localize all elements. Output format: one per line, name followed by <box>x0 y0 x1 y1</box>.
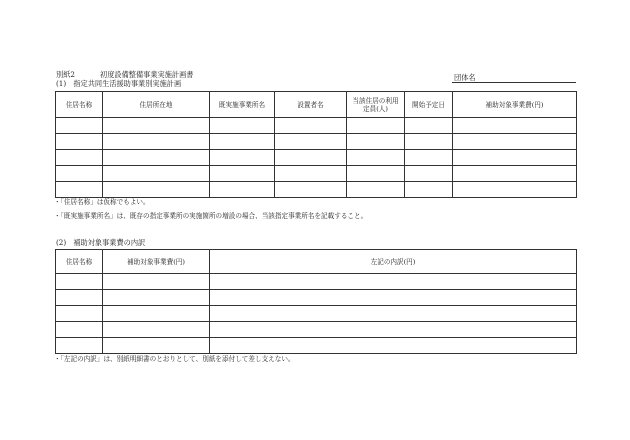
table-cell[interactable] <box>347 134 405 150</box>
table-cell[interactable] <box>210 150 275 166</box>
table-cell[interactable] <box>210 182 275 198</box>
table-cell[interactable] <box>103 274 210 290</box>
table-cell[interactable] <box>275 134 347 150</box>
col-breakdown: 左記の内訳(円) <box>210 250 577 274</box>
table-cell[interactable] <box>275 182 347 198</box>
table-cell[interactable] <box>275 150 347 166</box>
table-cell[interactable] <box>56 182 103 198</box>
plan-table-header <box>56 92 577 118</box>
breakdown-table <box>55 249 577 354</box>
col-establisher: 設置者名 <box>275 92 347 118</box>
table-cell[interactable] <box>56 290 103 306</box>
table-cell[interactable] <box>210 274 577 290</box>
col-residence-address: 住居所在地 <box>103 92 210 118</box>
table-row <box>56 166 577 182</box>
table-row <box>56 306 577 322</box>
table-row <box>56 182 577 198</box>
section1-title: (1) 指定共同生活援助事業別実施計画 <box>56 79 182 88</box>
table-cell[interactable] <box>103 322 210 338</box>
table-cell[interactable] <box>453 182 577 198</box>
table-row <box>56 322 577 338</box>
table-row <box>56 274 577 290</box>
table-row <box>56 290 577 306</box>
org-name-field[interactable] <box>452 82 576 83</box>
table-cell[interactable] <box>210 322 577 338</box>
table-cell[interactable] <box>103 290 210 306</box>
table-cell[interactable] <box>103 150 210 166</box>
table-cell[interactable] <box>56 338 103 354</box>
form-number: 別紙2 <box>56 70 75 79</box>
table-cell[interactable] <box>210 166 275 182</box>
table-cell[interactable] <box>103 134 210 150</box>
table-cell[interactable] <box>56 274 103 290</box>
breakdown-table-header <box>56 250 577 274</box>
table-cell[interactable] <box>453 118 577 134</box>
col-residence-name: 住居名称 <box>56 250 103 274</box>
table-cell[interactable] <box>56 134 103 150</box>
table-cell[interactable] <box>453 150 577 166</box>
col-capacity: 当該住居の利用定員(人) <box>347 92 405 118</box>
table-cell[interactable] <box>275 118 347 134</box>
table-cell[interactable] <box>347 182 405 198</box>
table-row <box>56 338 577 354</box>
table-cell[interactable] <box>347 118 405 134</box>
table-cell[interactable] <box>347 150 405 166</box>
form-title: 初度設備整備事業実施計画書 <box>100 70 194 79</box>
table-cell[interactable] <box>210 306 577 322</box>
plan-table <box>55 91 577 198</box>
table-cell[interactable] <box>405 182 453 198</box>
section2-title: (2) 補助対象事業費の内訳 <box>56 238 146 247</box>
table-cell[interactable] <box>103 182 210 198</box>
section1-note-2: ・「既実施事業所名」は、既存の指定事業所の実施箇所の増設の場合、当該指定事業所名を記載すること。 <box>54 212 368 220</box>
table-cell[interactable] <box>405 166 453 182</box>
table-cell[interactable] <box>56 118 103 134</box>
col-subsidy-cost: 補助対象事業費(円) <box>103 250 210 274</box>
table-cell[interactable] <box>103 306 210 322</box>
table-cell[interactable] <box>103 118 210 134</box>
org-label: 団体名 <box>454 73 476 82</box>
table-cell[interactable] <box>210 134 275 150</box>
table-cell[interactable] <box>56 150 103 166</box>
table-cell[interactable] <box>275 166 347 182</box>
col-start-date: 開始予定日 <box>405 92 453 118</box>
table-cell[interactable] <box>210 118 275 134</box>
table-row <box>56 118 577 134</box>
table-cell[interactable] <box>405 118 453 134</box>
table-row <box>56 134 577 150</box>
table-cell[interactable] <box>453 134 577 150</box>
table-row <box>56 150 577 166</box>
table-cell[interactable] <box>210 338 577 354</box>
table-cell[interactable] <box>56 166 103 182</box>
table-cell[interactable] <box>347 166 405 182</box>
table-cell[interactable] <box>405 150 453 166</box>
section1-note-1: ・「住居名称」は仮称でもよい。 <box>54 198 150 206</box>
col-existing-office: 既実施事業所名 <box>210 92 275 118</box>
table-cell[interactable] <box>210 290 577 306</box>
table-cell[interactable] <box>453 166 577 182</box>
col-residence-name: 住居名称 <box>56 92 103 118</box>
table-cell[interactable] <box>56 322 103 338</box>
table-cell[interactable] <box>56 306 103 322</box>
section2-note-1: ・「左記の内訳」は、別紙明細書のとおりとして、別紙を添付して差し支えない。 <box>54 355 295 363</box>
table-cell[interactable] <box>405 134 453 150</box>
col-subsidy-cost: 補助対象事業費(円) <box>453 92 577 118</box>
table-cell[interactable] <box>103 338 210 354</box>
table-cell[interactable] <box>103 166 210 182</box>
